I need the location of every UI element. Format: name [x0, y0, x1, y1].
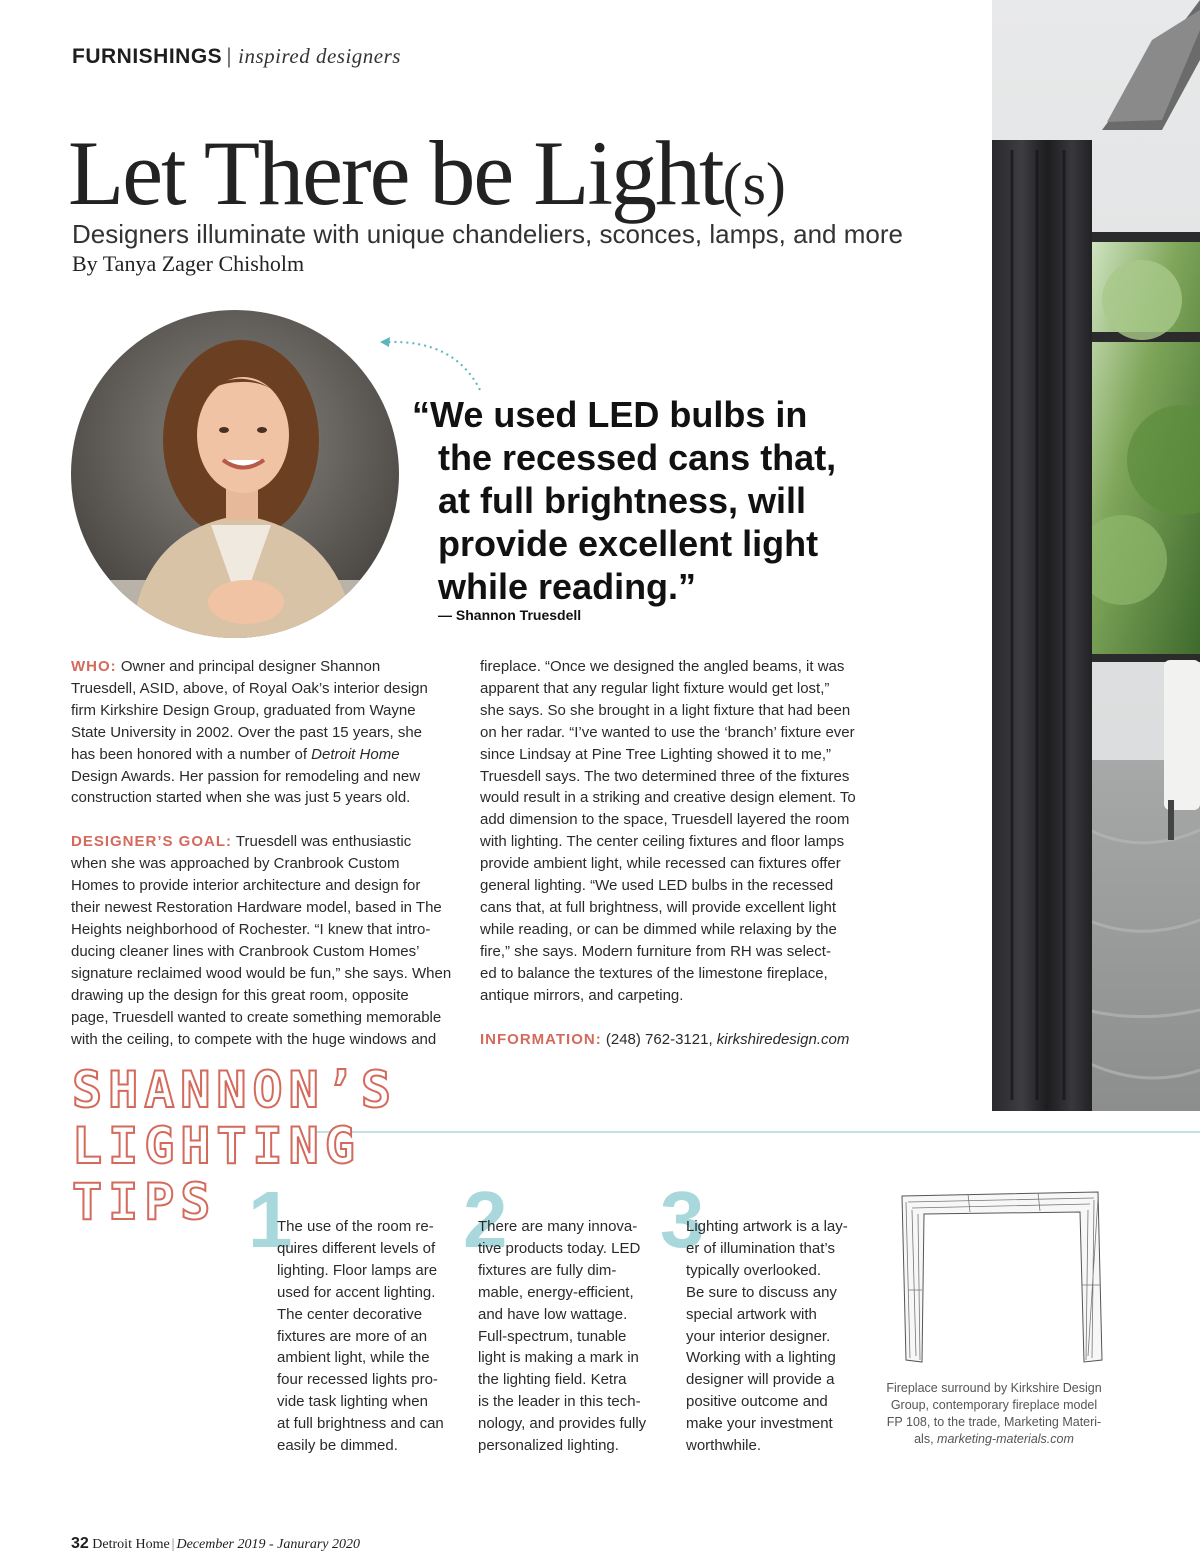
body-line: Truesdell, ASID, above, of Royal Oak’s interior design: [71, 679, 428, 697]
tip-number: 3: [660, 1175, 705, 1264]
body-line: with the ceiling, to compete with the huge windows and: [71, 1030, 437, 1048]
tip-line: ambient light, while the: [277, 1349, 430, 1367]
article-byline: By Tanya Zager Chisholm: [72, 251, 305, 276]
section-divider: [316, 1131, 1200, 1133]
pull-quote-line: the recessed cans that,: [438, 437, 837, 478]
pull-quote: [412, 393, 972, 608]
body-line: fireplace. “Once we designed the angled beams, it was: [480, 658, 845, 675]
tip-text: [478, 1216, 646, 1457]
body-line: page, Truesdell wanted to create something memorable: [71, 1008, 442, 1026]
body-line: provide ambient light, while recessed can fixtures offer: [480, 855, 841, 873]
tip-line: tive products today. LED: [478, 1239, 641, 1257]
body-line: cans that, at full brightness, will provide excellent light: [480, 898, 837, 916]
body-line: their newest Restoration Hardware model, based in The: [71, 899, 442, 917]
body-line: Heights neighborhood of Rochester. “I knew that intro-: [71, 920, 431, 938]
body-line: when she was approached by Cranbrook Custom: [71, 855, 400, 873]
title-main: Let There be Light: [68, 122, 723, 224]
body-line: would result in a striking and creative design element. To: [480, 789, 856, 807]
body-line: she says. So she brought in a light fixture that had been: [480, 701, 851, 719]
body-line: ed to balance the textures of the limestone fireplace,: [480, 964, 828, 982]
body-line: while reading, or can be dimmed while relaxing by the: [480, 920, 837, 938]
pull-quote-attribution: — Shannon Truesdell: [438, 607, 582, 623]
body-line: State University in 2002. Over the past 15 years, she: [71, 723, 423, 741]
tip-line: typically overlooked.: [686, 1261, 822, 1279]
page-number: 32: [71, 1535, 89, 1552]
body-line: general lighting. “We used LED bulbs in the recessed: [480, 877, 834, 895]
issue-dates: December 2019 - Janurary 2020: [176, 1537, 360, 1552]
tip-line: the lighting field. Ketra: [478, 1371, 627, 1389]
tip-line: Lighting artwork is a lay-: [686, 1218, 848, 1235]
tip-line: designer will provide a: [686, 1371, 835, 1389]
body-line: since Lindsay at Pine Tree Lighting showed it to me,”: [480, 745, 832, 763]
body-line: Owner and principal designer Shannon: [116, 658, 381, 675]
tip-line: fixtures are more of an: [277, 1327, 428, 1345]
website-link[interactable]: kirkshiredesign.com: [716, 1030, 850, 1048]
body-line: signature reclaimed wood would be fun,” she says. When: [71, 964, 452, 982]
information-label: INFORMATION:: [480, 1030, 602, 1048]
magazine-title: Detroit Home: [311, 745, 400, 763]
tip-number: 2: [463, 1175, 508, 1264]
tip-line: Full-spectrum, tunable: [478, 1327, 627, 1345]
pull-quote-line: while reading.”: [438, 566, 697, 607]
caption-line: Group, contemporary fireplace model: [890, 1398, 1098, 1412]
body-line: with lighting. The center ceiling fixtures and floor lamps: [480, 833, 845, 851]
tip-line: is the leader in this tech-: [478, 1393, 641, 1411]
tip-line: vide task lighting when: [277, 1393, 428, 1411]
pull-quote-line: at full brightness, will: [438, 480, 807, 521]
body-line: Design Awards. Her passion for remodeling and new: [71, 767, 421, 785]
tips-title-line: SHANNON’S: [72, 1061, 397, 1119]
body-line: fire,” she says. Modern furniture from RH was select-: [480, 942, 831, 960]
tip-line: light is making a mark in: [478, 1349, 639, 1367]
tip-line: make your investment: [686, 1415, 833, 1433]
section-label: [72, 44, 401, 69]
tip-line: The use of the room re-: [277, 1218, 434, 1235]
tips-title-line: LIGHTING: [72, 1117, 361, 1175]
designer-portrait: [71, 310, 399, 638]
caption-line: FP 108, to the trade, Marketing Materi-: [886, 1415, 1102, 1429]
tip-line: at full brightness and can: [277, 1415, 444, 1433]
body-line: Homes to provide interior architecture and design for: [71, 877, 421, 895]
tip-line: er of illumination that’s: [686, 1239, 835, 1257]
body-line: antique mirrors, and carpeting.: [480, 986, 684, 1004]
tip-text: [277, 1216, 444, 1457]
body-line: apparent that any regular light fixture would get lost,”: [480, 679, 830, 697]
tip-text: [686, 1216, 848, 1457]
subsection-name: inspired designers: [238, 44, 401, 68]
caption-line: als,: [914, 1432, 938, 1446]
tip-line: used for accent lighting.: [277, 1283, 436, 1301]
tip-line: easily be dimmed.: [277, 1437, 398, 1455]
caption-website-link[interactable]: marketing-materials.com: [937, 1432, 1074, 1446]
phone-number: (248) 762-3121,: [601, 1030, 717, 1048]
folio-separator: |: [171, 1537, 175, 1552]
body-line: ducing cleaner lines with Cranbrook Custom Homes’: [71, 942, 420, 960]
tip-line: personalized lighting.: [478, 1437, 619, 1455]
magazine-name: Detroit Home: [92, 1537, 170, 1552]
body-line: Truesdell was enthusiastic: [232, 833, 412, 851]
body-line: firm Kirkshire Design Group, graduated from Wayne: [71, 701, 416, 719]
tip-line: fixtures are fully dim-: [478, 1261, 617, 1279]
body-line: drawing up the design for this great room, opposite: [71, 986, 409, 1004]
tip-line: special artwork with: [686, 1305, 817, 1323]
room-photo: [992, 0, 1200, 1111]
goal-paragraph: [71, 831, 461, 1050]
tip-line: and have low wattage.: [478, 1305, 628, 1323]
tip-line: The center decorative: [277, 1305, 423, 1323]
fireplace-surround-image: [898, 1190, 1108, 1375]
body-line: has been honored with a number of: [71, 745, 312, 763]
information-paragraph: [480, 1029, 875, 1051]
who-paragraph: [71, 656, 461, 809]
tip-line: mable, energy-efficient,: [478, 1283, 634, 1301]
title-suffix: (s): [722, 151, 786, 217]
tips-title: [72, 1062, 397, 1230]
section-name: FURNISHINGS: [72, 45, 223, 68]
tip-line: positive outcome and: [686, 1393, 828, 1411]
goal-label: DESIGNER’S GOAL:: [71, 833, 233, 851]
tip-line: Working with a lighting: [686, 1349, 836, 1367]
tip-line: worthwhile.: [686, 1437, 762, 1455]
tip-number: 1: [248, 1175, 293, 1264]
body-column-right: [480, 656, 875, 1050]
body-line: add dimension to the space, Truesdell layered the room: [480, 811, 850, 829]
caption-line: Fireplace surround by Kirkshire Design: [886, 1381, 1102, 1395]
body-line: on her radar. “I’ve wanted to use the ‘branch’ fixture ever: [480, 723, 855, 741]
who-label: WHO:: [71, 658, 117, 675]
pull-quote-line: “We used LED bulbs in: [412, 394, 808, 435]
article-dek: Designers illuminate with unique chandeliers, sconces, lamps, and more: [72, 219, 903, 249]
tip-line: lighting. Floor lamps are: [277, 1261, 438, 1279]
section-separator: |: [226, 45, 233, 68]
tip-line: Be sure to discuss any: [686, 1283, 837, 1301]
continued-paragraph: [480, 656, 875, 1007]
pull-quote-line: provide excellent light: [438, 523, 819, 564]
body-line: construction started when she was just 5 years old.: [71, 789, 411, 807]
page-folio: [71, 1535, 360, 1553]
tip-line: nology, and provides fully: [478, 1415, 647, 1433]
tips-title-line: TIPS: [72, 1173, 217, 1231]
tip-line: There are many innova-: [478, 1218, 638, 1235]
tip-line: quires different levels of: [277, 1239, 436, 1257]
body-column-left: [71, 656, 461, 1050]
tip-line: four recessed lights pro-: [277, 1371, 438, 1389]
fireplace-caption: [880, 1380, 1108, 1448]
body-line: Truesdell says. The two determined three of the fixtures: [480, 767, 850, 785]
tip-line: your interior designer.: [686, 1327, 831, 1345]
